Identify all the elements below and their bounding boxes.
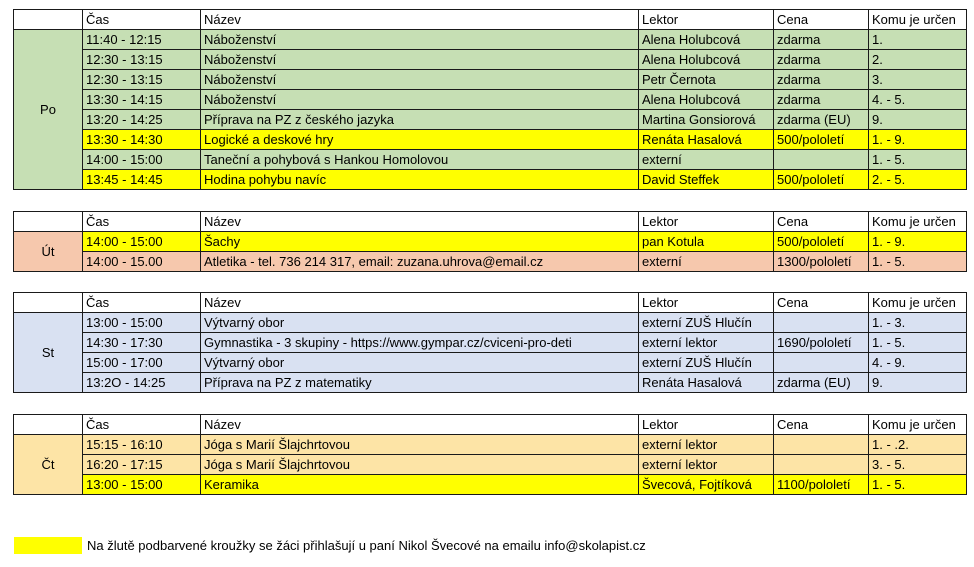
header-time: Čas <box>83 293 201 313</box>
header-time: Čas <box>83 10 201 30</box>
table-row <box>14 50 967 70</box>
cell-lector: Švecová, Fojtíková <box>639 475 774 495</box>
cell-name: Náboženství <box>201 70 639 90</box>
table-row <box>14 475 967 495</box>
cell-time: 14:00 - 15:00 <box>83 150 201 170</box>
header-price: Cena <box>774 293 869 313</box>
cell-target: 1. <box>869 30 967 50</box>
cell-price: 1100/pololetí <box>774 475 869 495</box>
cell-lector: Petr Černota <box>639 70 774 90</box>
cell-price <box>774 435 869 455</box>
cell-name: Výtvarný obor <box>201 353 639 373</box>
legend-text: Na žlutě podbarvené kroužky se žáci přihlašují u paní Nikol Švecové na emailu info@skolapist.cz <box>87 538 646 553</box>
day-label: Út <box>14 232 83 272</box>
cell-time: 16:20 - 17:15 <box>83 455 201 475</box>
header-name: Název <box>201 415 639 435</box>
cell-time: 13:45 - 14:45 <box>83 170 201 190</box>
cell-price <box>774 353 869 373</box>
header-price: Cena <box>774 415 869 435</box>
cell-lector: David Steffek <box>639 170 774 190</box>
cell-price <box>774 313 869 333</box>
header-time: Čas <box>83 415 201 435</box>
table-row <box>14 252 967 272</box>
cell-lector: Renáta Hasalová <box>639 373 774 393</box>
cell-target: 1. - 9. <box>869 130 967 150</box>
cell-name: Jóga s Marií Šlajchrtovou <box>201 455 639 475</box>
cell-name: Logické a deskové hry <box>201 130 639 150</box>
cell-price: zdarma (EU) <box>774 110 869 130</box>
table-row <box>14 373 967 393</box>
cell-target: 4. - 5. <box>869 90 967 110</box>
header-price: Cena <box>774 212 869 232</box>
cell-name: Příprava na PZ z matematiky <box>201 373 639 393</box>
cell-name: Výtvarný obor <box>201 313 639 333</box>
cell-time: 14:30 - 17:30 <box>83 333 201 353</box>
cell-name: Jóga s Marií Šlajchrtovou <box>201 435 639 455</box>
cell-time: 12:30 - 13:15 <box>83 70 201 90</box>
cell-target: 1. - 5. <box>869 150 967 170</box>
cell-time: 13:2O - 14:25 <box>83 373 201 393</box>
cell-price <box>774 455 869 475</box>
cell-target: 1. - 5. <box>869 475 967 495</box>
cell-lector: Martina Gonsiorová <box>639 110 774 130</box>
cell-target: 1. - 5. <box>869 333 967 353</box>
cell-name: Příprava na PZ z českého jazyka <box>201 110 639 130</box>
table-header <box>14 293 967 313</box>
cell-target: 2. <box>869 50 967 70</box>
header-lector: Lektor <box>639 293 774 313</box>
header-lector: Lektor <box>639 10 774 30</box>
header-price: Cena <box>774 10 869 30</box>
cell-price: zdarma <box>774 70 869 90</box>
schedule-monday <box>13 9 967 190</box>
cell-target: 1. - .2. <box>869 435 967 455</box>
table-header <box>14 212 967 232</box>
cell-time: 13:20 - 14:25 <box>83 110 201 130</box>
cell-price <box>774 150 869 170</box>
cell-target: 3. - 5. <box>869 455 967 475</box>
cell-price: 500/pololetí <box>774 232 869 252</box>
cell-lector: externí lektor <box>639 333 774 353</box>
table-row <box>14 455 967 475</box>
cell-target: 2. - 5. <box>869 170 967 190</box>
header-name: Název <box>201 212 639 232</box>
cell-time: 14:00 - 15:00 <box>83 232 201 252</box>
cell-time: 15:15 - 16:10 <box>83 435 201 455</box>
cell-price: 500/pololetí <box>774 170 869 190</box>
cell-lector: Alena Holubcová <box>639 90 774 110</box>
day-label: Po <box>14 30 83 190</box>
cell-name: Náboženství <box>201 30 639 50</box>
table-row <box>14 110 967 130</box>
cell-name: Šachy <box>201 232 639 252</box>
cell-time: 13:30 - 14:30 <box>83 130 201 150</box>
cell-name: Atletika - tel. 736 214 317, email: zuzana.uhrova@email.cz <box>201 252 639 272</box>
table-row <box>14 313 967 333</box>
cell-time: 13:30 - 14:15 <box>83 90 201 110</box>
table-row <box>14 30 967 50</box>
cell-lector: externí ZUŠ Hlučín <box>639 313 774 333</box>
cell-name: Náboženství <box>201 90 639 110</box>
cell-price: 500/pololetí <box>774 130 869 150</box>
cell-time: 13:00 - 15:00 <box>83 475 201 495</box>
cell-time: 11:40 - 12:15 <box>83 30 201 50</box>
cell-lector: externí <box>639 252 774 272</box>
header-lector: Lektor <box>639 415 774 435</box>
cell-target: 1. - 3. <box>869 313 967 333</box>
table-row <box>14 353 967 373</box>
cell-lector: pan Kotula <box>639 232 774 252</box>
cell-lector: externí lektor <box>639 455 774 475</box>
day-label: Čt <box>14 435 83 495</box>
cell-name: Taneční a pohybová s Hankou Homolovou <box>201 150 639 170</box>
cell-name: Náboženství <box>201 50 639 70</box>
cell-price: zdarma <box>774 30 869 50</box>
header-target: Komu je určen <box>869 10 967 30</box>
cell-time: 14:00 - 15.00 <box>83 252 201 272</box>
table-row <box>14 70 967 90</box>
header-target: Komu je určen <box>869 212 967 232</box>
header-target: Komu je určen <box>869 415 967 435</box>
schedule-tuesday <box>13 211 967 272</box>
header-name: Název <box>201 10 639 30</box>
table-row <box>14 130 967 150</box>
cell-lector: Renáta Hasalová <box>639 130 774 150</box>
legend-swatch <box>14 537 82 554</box>
cell-lector: Alena Holubcová <box>639 50 774 70</box>
cell-time: 12:30 - 13:15 <box>83 50 201 70</box>
cell-target: 9. <box>869 373 967 393</box>
cell-time: 13:00 - 15:00 <box>83 313 201 333</box>
header-lector: Lektor <box>639 212 774 232</box>
cell-time: 15:00 - 17:00 <box>83 353 201 373</box>
cell-lector: externí <box>639 150 774 170</box>
cell-target: 1. - 5. <box>869 252 967 272</box>
table-row <box>14 232 967 252</box>
header-empty <box>14 212 83 232</box>
cell-lector: externí lektor <box>639 435 774 455</box>
header-name: Název <box>201 293 639 313</box>
header-empty <box>14 415 83 435</box>
table-row <box>14 333 967 353</box>
cell-price: 1690/pololetí <box>774 333 869 353</box>
cell-target: 3. <box>869 70 967 90</box>
header-target: Komu je určen <box>869 293 967 313</box>
cell-price: zdarma <box>774 90 869 110</box>
cell-lector: Alena Holubcová <box>639 30 774 50</box>
cell-price: zdarma <box>774 50 869 70</box>
cell-target: 1. - 9. <box>869 232 967 252</box>
table-row <box>14 435 967 455</box>
cell-target: 9. <box>869 110 967 130</box>
table-row <box>14 90 967 110</box>
day-label: St <box>14 313 83 393</box>
cell-target: 4. - 9. <box>869 353 967 373</box>
schedule-thursday <box>13 414 967 495</box>
cell-price: 1300/pololetí <box>774 252 869 272</box>
header-empty <box>14 10 83 30</box>
header-time: Čas <box>83 212 201 232</box>
cell-lector: externí ZUŠ Hlučín <box>639 353 774 373</box>
header-empty <box>14 293 83 313</box>
cell-name: Hodina pohybu navíc <box>201 170 639 190</box>
cell-price: zdarma (EU) <box>774 373 869 393</box>
table-row <box>14 170 967 190</box>
table-row <box>14 150 967 170</box>
table-header <box>14 10 967 30</box>
schedule-wednesday <box>13 292 967 393</box>
cell-name: Keramika <box>201 475 639 495</box>
cell-name: Gymnastika - 3 skupiny - https://www.gympar.cz/cviceni-pro-deti <box>201 333 639 353</box>
table-header <box>14 415 967 435</box>
